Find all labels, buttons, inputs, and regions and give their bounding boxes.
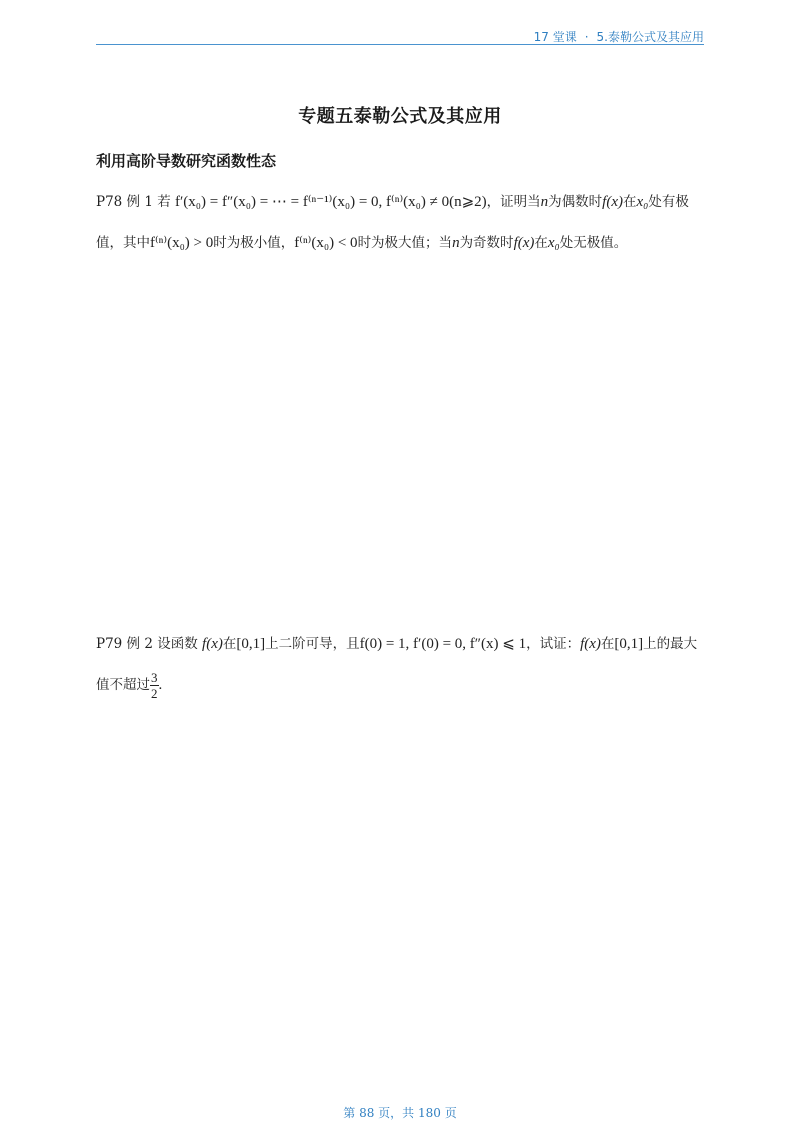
section-heading: 利用高阶导数研究函数性态 — [96, 152, 277, 170]
example-1-text: 处无极值。 — [559, 235, 628, 251]
example-2-text: ，试证： — [526, 636, 581, 652]
example-1-text: 在 — [622, 194, 637, 210]
math-interval: [0,1] — [614, 636, 644, 652]
header-chapter: 5.泰勒公式及其应用 — [596, 30, 704, 44]
example-2-end: . — [158, 677, 163, 693]
example-1-text: 为奇数时 — [459, 235, 514, 251]
example-2-text: 在 — [600, 636, 615, 652]
example-1-label: P78 例 1 若 — [96, 194, 171, 210]
math-x0: x₀ — [547, 235, 560, 251]
running-header — [96, 28, 704, 45]
math-cond-max: f⁽ⁿ⁾(x₀) < 0 — [294, 235, 358, 251]
example-1-text: 处有极值，其中 — [96, 194, 689, 251]
page-number: 第 88 页，共 180 页 — [343, 1106, 457, 1120]
math-fx: f(x) — [602, 194, 623, 210]
example-2 — [96, 624, 708, 706]
math-x0: x₀ — [636, 194, 649, 210]
math-fx: f(x) — [580, 636, 601, 652]
header-separator: · — [584, 30, 589, 44]
example-1-text: 在 — [534, 235, 548, 251]
example-1-text: 时为极大值；当 — [357, 235, 453, 251]
math-fx: f(x) — [202, 636, 223, 652]
example-2-label: P79 例 2 设函数 — [96, 636, 198, 652]
math-fx: f(x) — [513, 235, 535, 251]
math-interval: [0,1] — [236, 636, 266, 652]
math-n: n — [540, 194, 549, 210]
example-1-formula: f′(x₀) = f″(x₀) = ⋯ = f⁽ⁿ⁻¹⁾(x₀) = 0, f⁽ⁿ⁾(x₀) ≠ 0(n⩾2) — [175, 194, 487, 210]
example-1-text: 为偶数时 — [548, 194, 603, 210]
math-n: n — [452, 235, 460, 251]
page-title: 专题五泰勒公式及其应用 — [298, 106, 502, 127]
example-1 — [96, 182, 708, 264]
header-course: 17 堂课 — [533, 30, 577, 44]
example-2-text: 上的最大值不超过 — [96, 636, 698, 693]
example-2-text: 上二阶可导，且 — [265, 636, 360, 652]
example-1-text: ，证明当 — [486, 194, 541, 210]
fraction-three-halves — [150, 670, 159, 701]
math-conditions: f(0) = 1, f′(0) = 0, f″(x) ⩽ 1 — [359, 636, 527, 652]
fraction-denominator: 2 — [151, 686, 158, 701]
fraction-numerator: 3 — [151, 670, 158, 685]
example-2-text: 在 — [222, 636, 237, 652]
example-1-text: 时为极小值， — [213, 235, 295, 251]
math-cond-min: f⁽ⁿ⁾(x₀) > 0 — [150, 235, 214, 251]
